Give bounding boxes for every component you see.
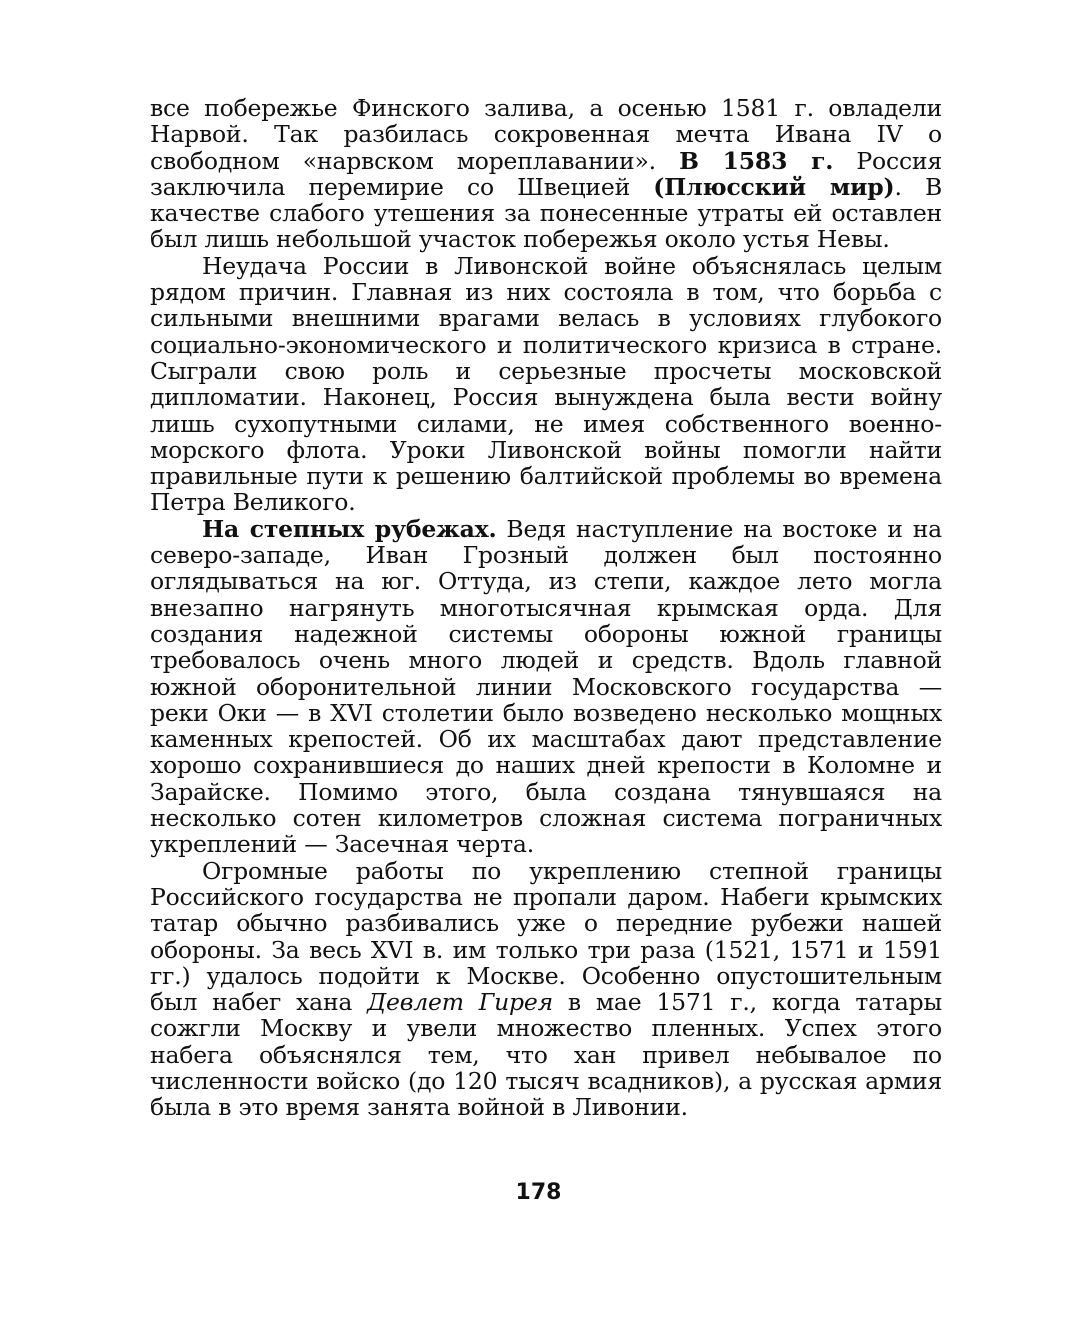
paragraph-4 — [150, 858, 942, 1121]
text-segment: Россия заключила перемирие со Швецией — [150, 146, 942, 201]
section-heading: На степных рубежах. — [202, 514, 497, 543]
text-segment: Неудача России в Ливонской войне объяснялась целым рядом причин. Главная из них состояла в том, что борьба с сильными внешними врагами велась в условиях глубокого социально-экономического и политического кризиса в стране. Сыграли свою роль и серьезные просчеты московской дипломатии. Наконец, Россия вынуждена была вести войну лишь сухопутными силами, не имея собственного военно-морского флота. Уроки Ливонской войны помогли найти правильные пути к решению балтийской проблемы во времена Петра Великого. — [150, 251, 942, 517]
text-segment: в мае 1571 г., когда татары сожгли Москву и увели множество пленных. Успех этого набега объяснялся тем, что хан привел небывалое по численности войско (до 120 тысяч всадников), а русская армия была в это время занята войной в Ливонии. — [150, 988, 942, 1122]
paragraph-3 — [150, 516, 942, 858]
paragraph-1 — [150, 95, 942, 253]
text-segment-bold: (Плюсский мир) — [653, 172, 895, 201]
text-segment: все побережье Финского залива, а осенью 1581 г. овладели Нарвой. Так разбилась сокровенная мечта Ивана IV о свободном «нарвском мореплавании». — [150, 94, 942, 175]
page-body — [150, 95, 942, 1121]
text-segment-italic: Девлет Гирея — [367, 988, 553, 1017]
text-segment-bold: В 1583 г. — [679, 146, 834, 175]
text-segment: Ведя наступление на востоке и на северо-западе, Иван Грозный должен был постоянно оглядываться на юг. Оттуда, из степи, каждое лето могла внезапно нагрянуть многотысячная крымская орда. Для создания надежной системы обороны южной границы требовалось очень много людей и средств. Вдоль главной южной оборонительной линии Московского государства — реки Оки — в XVI столетии было возведено несколько мощных каменных крепостей. Об их масштабах дают представление хорошо сохранившиеся до наших дней крепости в Коломне и Зарайске. Помимо этого, была создана тянувшаяся на несколько сотен километров сложная система пограничных укреплений — Засечная черта. — [150, 514, 942, 859]
page-number: 178 — [515, 1180, 562, 1205]
text-segment: Огромные работы по укреплению степной границы Российского государства не пропали даром. Набеги крымских татар обычно разбивались уже о передние рубежи нашей обороны. За весь XVI в. им только три раза (1521, 1571 и 1591 гг.) удалось подойти к Москве. Особенно опустошительным был набег хана — [150, 856, 942, 1017]
paragraph-2 — [150, 253, 942, 516]
text-segment: . В качестве слабого утешения за понесенные утраты ей оставлен был лишь небольшой участок побережья около устья Невы. — [150, 172, 943, 254]
